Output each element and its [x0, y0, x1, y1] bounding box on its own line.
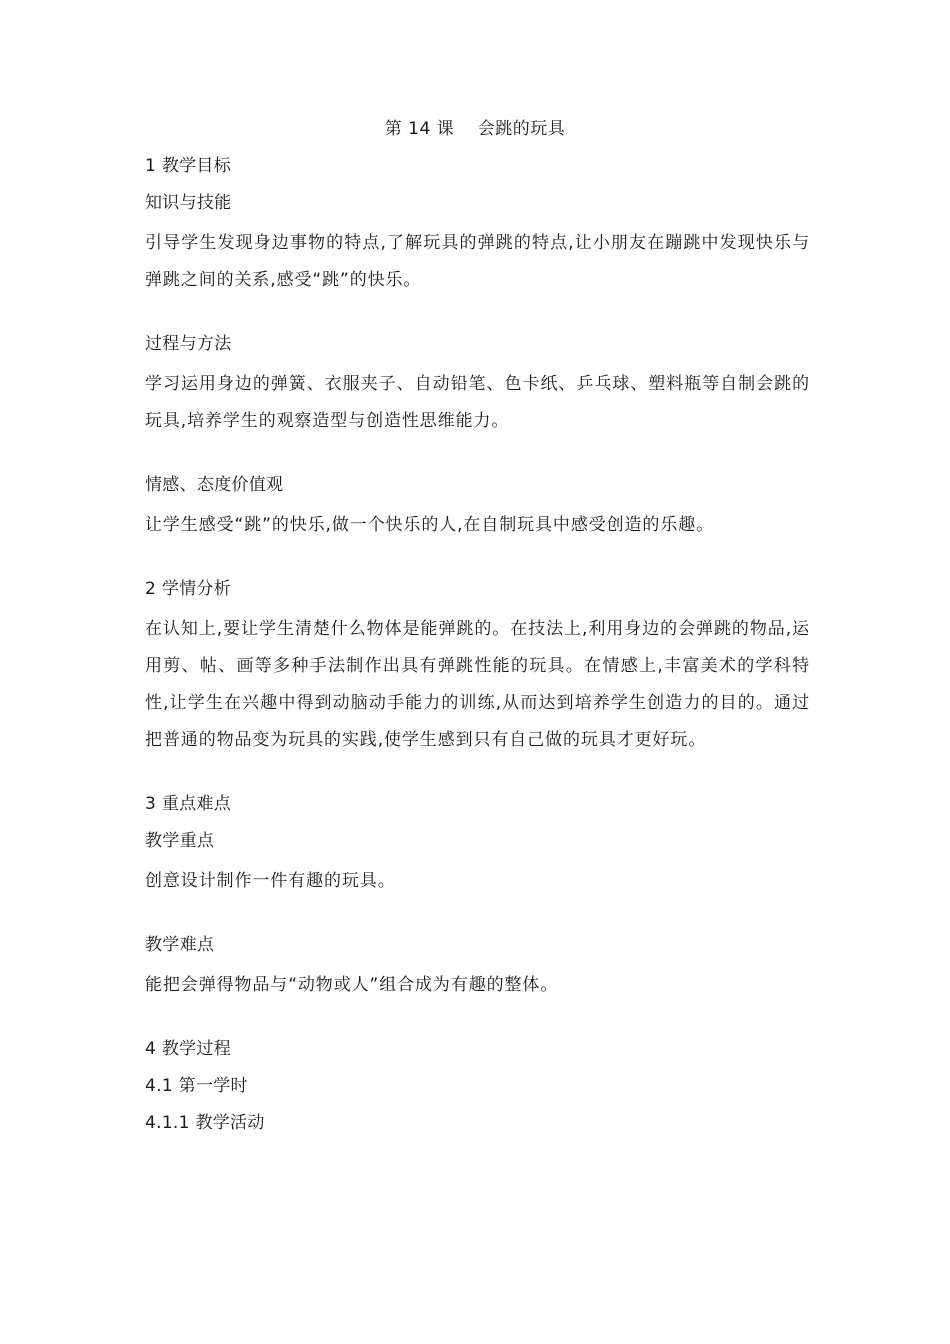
spacer: [145, 299, 810, 329]
document-body: [145, 151, 810, 1145]
paragraph-attitude-values: 让学生感受“跳”的快乐,做一个快乐的人,在自制玩具中感受创造的乐趣。: [145, 515, 715, 535]
spacer: [145, 1004, 810, 1034]
paragraph-teaching-focus: 创意设计制作一件有趣的玩具。: [145, 871, 396, 891]
spacer: [145, 544, 810, 574]
paragraph-knowledge-skills: 引导学生发现身边事物的特点,了解玩具的弹跳的特点,让小朋友在蹦跳中发现快乐与弹跳之间的关系,感受“跳”的快乐。: [145, 233, 810, 290]
spacer: [145, 900, 810, 930]
subheading-teaching-activity: 4.1.1 教学活动: [145, 1113, 265, 1133]
paragraph-teaching-difficulty: 能把会弹得物品与“动物或人”组合成为有趣的整体。: [145, 975, 559, 995]
subheading-teaching-difficulty: 教学难点: [145, 935, 215, 955]
section-heading-key-points: 3 重点难点: [145, 794, 232, 814]
lesson-title: 第 14 课 会跳的玩具: [384, 119, 566, 139]
spacer: [145, 440, 810, 470]
subheading-attitude-values: 情感、态度价值观: [145, 475, 284, 495]
subheading-knowledge-skills: 知识与技能: [145, 193, 232, 213]
subheading-first-period: 4.1 第一学时: [145, 1076, 248, 1096]
subheading-process-method: 过程与方法: [145, 334, 232, 354]
paragraph-process-method: 学习运用身边的弹簧、衣服夹子、自动铅笔、色卡纸、乒乓球、塑料瓶等自制会跳的玩具,培养学生的观察造型与创造性思维能力。: [145, 374, 810, 431]
paragraph-analysis: 在认知上,要让学生清楚什么物体是能弹跳的。在技法上,利用身边的会弹跳的物品,运用剪、帖、画等多种手法制作出具有弹跳性能的玩具。在情感上,丰富美术的学科特性,让学生在兴趣中得到动脑动手能力的训练,从而达到培养学生创造力的目的。通过把普通的物品变为玩具的实践,使学生感到只有自己做的玩具才更好玩。: [145, 619, 810, 750]
section-heading-analysis: 2 学情分析: [145, 579, 232, 599]
section-heading-objectives: 1 教学目标: [145, 156, 232, 176]
section-heading-process: 4 教学过程: [145, 1039, 232, 1059]
subheading-teaching-focus: 教学重点: [145, 831, 215, 851]
spacer: [145, 759, 810, 789]
